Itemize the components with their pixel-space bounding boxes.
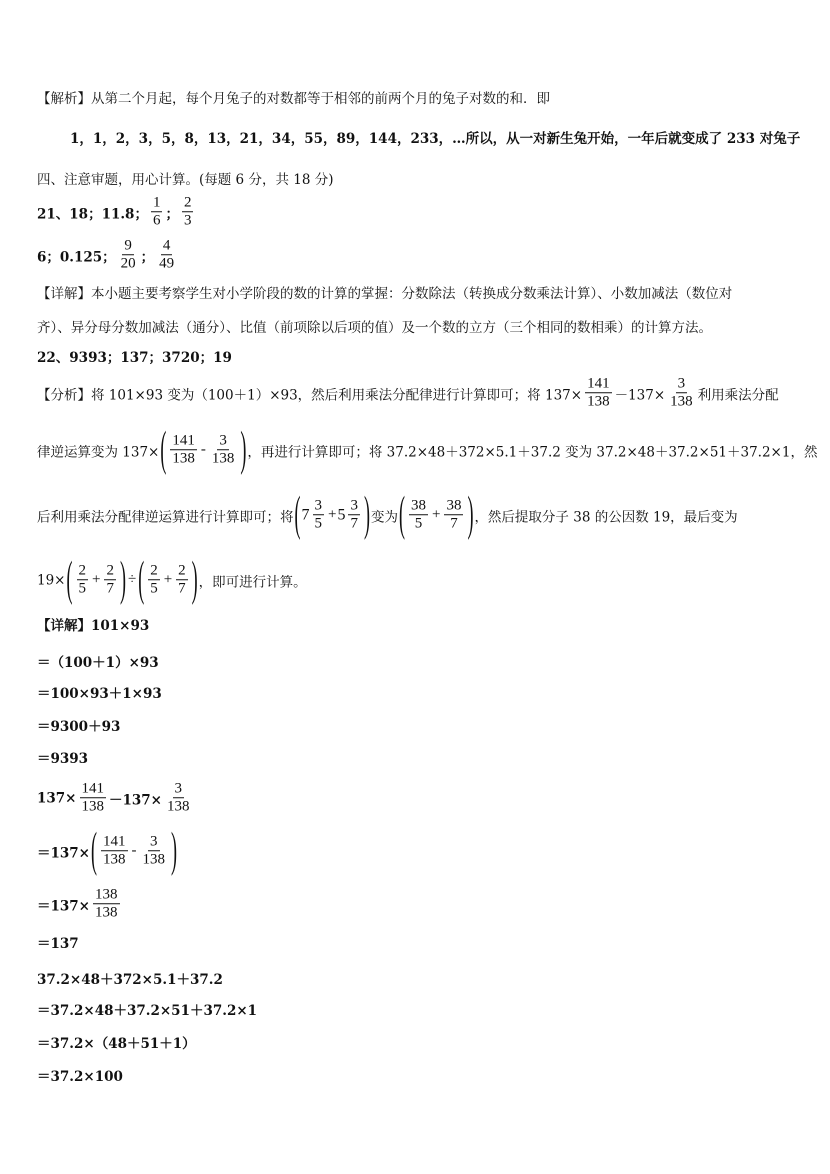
fraction — [93, 886, 120, 922]
parenthesized-expression — [294, 486, 371, 541]
text-line — [37, 822, 178, 877]
numerator: 38 — [444, 497, 463, 515]
denominator: 138 — [142, 851, 165, 868]
fraction — [170, 432, 197, 468]
denominator: 138 — [670, 393, 693, 410]
numerator: 3 — [173, 780, 185, 798]
fraction — [176, 562, 188, 598]
fraction — [210, 432, 237, 468]
fraction — [182, 194, 194, 230]
text-line — [37, 886, 123, 922]
numerator: 141 — [585, 375, 612, 393]
operator: + — [163, 571, 173, 588]
whole-part: 5 — [337, 506, 346, 523]
mixed-number — [302, 497, 328, 533]
text-run: ＝37.2×（48＋51＋1） — [37, 1036, 196, 1052]
text-run: －137× — [109, 792, 162, 808]
text-run: ； — [165, 206, 179, 222]
numerator: 2 — [148, 562, 160, 580]
text-run: ，然后提取分子 38 的公因数 19，最后变为 — [474, 509, 738, 525]
fraction — [151, 194, 163, 230]
text-run: ，再进行计算即可；将 37.2×48＋372×5.1＋37.2 变为 37.2×48＋37.2×51＋37.2×1，然 — [247, 444, 818, 460]
text-line — [37, 747, 88, 767]
fraction — [119, 237, 138, 273]
right-paren: ) — [119, 551, 126, 606]
text-run: 37.2×48＋372×5.1＋37.2 — [37, 972, 223, 988]
fraction — [409, 497, 428, 533]
text-run: 齐）、异分母分数加减法（通分）、比值（前项除以后项的值）及一个数的立方（三个相同的数相乘）的计算方法。 — [37, 320, 712, 336]
fraction — [444, 497, 463, 533]
text-line — [37, 346, 232, 366]
text-line — [37, 194, 196, 230]
fraction — [104, 562, 116, 598]
right-paren: ) — [171, 822, 177, 877]
denominator: 49 — [159, 255, 175, 272]
numerator: 141 — [80, 780, 107, 798]
text-line — [37, 780, 195, 816]
denominator: 5 — [78, 580, 86, 597]
text-run: 后利用乘法分配律逆运算进行计算即可；将 — [37, 509, 294, 525]
numerator: 1 — [151, 194, 163, 212]
numerator: 2 — [104, 562, 116, 580]
denominator: 138 — [167, 798, 190, 815]
text-line — [37, 282, 732, 302]
numerator: 138 — [93, 886, 120, 904]
text-line — [37, 87, 550, 107]
text-run: ，即可进行计算。 — [198, 574, 307, 590]
text-run: ＝100×93＋1×93 — [37, 686, 162, 702]
fraction — [77, 562, 89, 598]
numerator: 4 — [161, 237, 173, 255]
parenthesized-expression — [398, 486, 474, 541]
text-line — [37, 682, 162, 702]
denominator: 138 — [81, 798, 104, 815]
text-run: 【解析】从第二个月起，每个月兔子的对数都等于相邻的前两个月的兔子对数的和．即 — [37, 91, 550, 107]
parenthesized-expression — [137, 551, 198, 606]
text-line — [37, 486, 738, 541]
fraction — [148, 562, 160, 598]
text-line — [37, 237, 179, 273]
fraction — [313, 497, 325, 533]
denominator: 7 — [350, 515, 358, 532]
denominator: 5 — [414, 515, 423, 532]
left-paren: ( — [66, 551, 73, 606]
denominator: 20 — [120, 255, 136, 272]
text-run: ＝9300＋93 — [37, 719, 121, 735]
numerator: 3 — [676, 375, 688, 393]
denominator: 3 — [183, 212, 192, 229]
text-line — [70, 127, 800, 147]
text-line — [37, 1032, 196, 1052]
fraction — [668, 375, 695, 411]
left-paren: ( — [398, 486, 405, 541]
left-paren: ( — [138, 551, 145, 606]
text-line — [37, 551, 307, 606]
text-run: 【详解】本小题主要考察学生对小学阶段的数的计算的掌握：分数除法（转换成分数乘法计算）、小数加减法（数位对 — [37, 286, 733, 302]
text-run: 变为 — [370, 509, 398, 525]
right-paren: ) — [363, 486, 370, 541]
left-paren: ( — [294, 486, 301, 541]
text-run: ； — [140, 249, 155, 265]
fraction — [585, 375, 612, 411]
denominator: 138 — [103, 851, 126, 868]
text-run: 【详解】101×93 — [37, 618, 150, 634]
fraction — [348, 497, 360, 533]
numerator: 141 — [170, 432, 197, 450]
denominator: 138 — [211, 450, 235, 467]
text-run: ＝137× — [37, 845, 90, 861]
text-line — [37, 168, 333, 188]
whole-part: 7 — [301, 506, 310, 523]
parenthesized-expression — [159, 421, 247, 476]
denominator: 5 — [314, 515, 322, 532]
text-line — [37, 1065, 123, 1085]
text-line — [37, 932, 79, 952]
numerator: 3 — [313, 497, 325, 515]
text-line — [37, 316, 712, 336]
text-run: 21、18；11.8； — [37, 206, 148, 222]
left-paren: ( — [91, 822, 97, 877]
numerator: 38 — [409, 497, 428, 515]
text-run: 利用乘法分配 — [697, 387, 779, 403]
numerator: 141 — [101, 833, 128, 851]
denominator: 7 — [106, 580, 114, 597]
text-run: 【分析】将 101×93 变为（100＋1）×93，然后利用乘法分配律进行计算即可；将 137× — [37, 387, 583, 403]
operator: + — [92, 571, 101, 588]
text-run: 137× — [37, 790, 77, 806]
operator: + — [328, 506, 337, 523]
parenthesized-expression — [90, 822, 178, 877]
text-run: ＝（100＋1）×93 — [37, 655, 159, 671]
denominator: 138 — [172, 450, 195, 467]
denominator: 7 — [178, 580, 186, 597]
fraction — [101, 833, 128, 869]
text-run: 律逆运算变为 137× — [37, 444, 160, 460]
left-paren: ( — [160, 421, 167, 476]
numerator: 2 — [176, 562, 188, 580]
text-run: 19× — [37, 572, 66, 588]
denominator: 138 — [587, 393, 610, 410]
operator: - — [200, 441, 206, 458]
right-paren: ) — [467, 486, 474, 541]
denominator: 6 — [152, 212, 161, 229]
mixed-number — [337, 497, 363, 533]
text-line — [37, 651, 159, 671]
text-line — [37, 715, 120, 735]
text-run: 22、9393；137；3720；19 — [37, 350, 232, 366]
text-run: ＝9393 — [37, 751, 89, 767]
text-run: ＝137 — [37, 936, 79, 952]
text-line — [37, 968, 223, 988]
numerator: 3 — [217, 432, 229, 450]
operator: ÷ — [127, 571, 137, 588]
operator: + — [431, 506, 441, 523]
text-run: ＝137× — [37, 898, 90, 914]
text-line — [37, 375, 779, 411]
fraction — [157, 237, 176, 273]
text-run: 6；0.125； — [37, 249, 116, 265]
right-paren: ) — [240, 421, 247, 476]
parenthesized-expression — [66, 551, 127, 606]
fraction — [80, 780, 107, 816]
denominator: 5 — [150, 580, 158, 597]
text-run: －137× — [614, 387, 666, 403]
operator: - — [131, 842, 137, 859]
text-run: ＝37.2×48＋37.2×51＋37.2×1 — [37, 1003, 258, 1019]
numerator: 3 — [148, 833, 160, 851]
text-run: ＝37.2×100 — [37, 1069, 123, 1085]
text-line — [37, 421, 818, 476]
text-line — [37, 614, 149, 634]
numerator: 2 — [182, 194, 194, 212]
numerator: 3 — [348, 497, 360, 515]
text-line — [37, 999, 257, 1019]
text-run: 四、注意审题，用心计算。(每题 6 分，共 18 分) — [37, 172, 334, 188]
denominator: 138 — [95, 904, 118, 921]
fraction — [141, 833, 168, 869]
text-run: 1，1，2，3，5，8，13，21，34，55，89，144，233，…所以，从一对新生兔开始，一年后就变成了 233 对兔子 — [70, 131, 801, 147]
denominator: 7 — [450, 515, 458, 532]
numerator: 2 — [77, 562, 89, 580]
numerator: 9 — [122, 237, 134, 255]
right-paren: ) — [191, 551, 198, 606]
fraction — [165, 780, 192, 816]
